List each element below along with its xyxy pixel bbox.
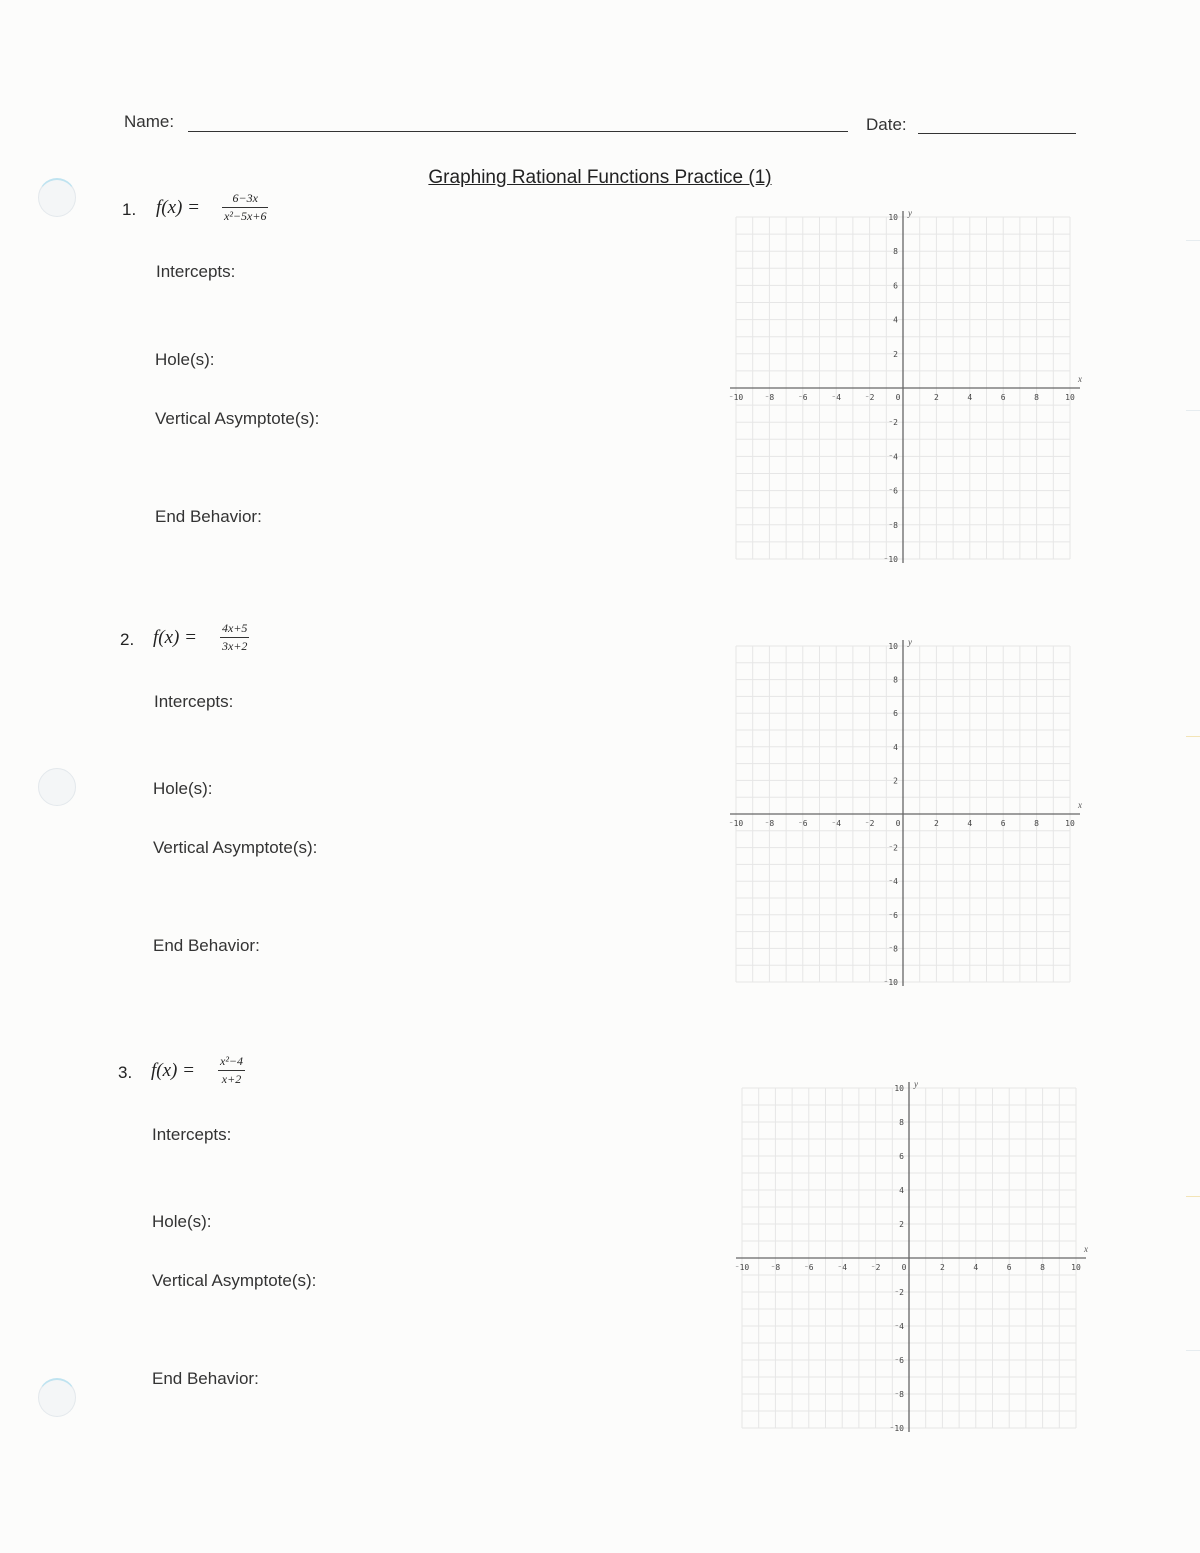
x-tick-label: ⁻2	[864, 393, 875, 402]
vertical-asymptotes-label: Vertical Asymptote(s):	[153, 838, 318, 857]
denominator: x+2	[221, 1072, 242, 1086]
y-tick-label: ⁻4	[888, 452, 898, 462]
function-fraction	[222, 191, 268, 224]
worksheet-title: Graphing Rational Functions Practice (1)	[428, 167, 772, 188]
x-tick-label: 2	[939, 1263, 945, 1272]
y-tick-label: 2	[893, 349, 898, 359]
x-axis-label: x	[1078, 374, 1082, 384]
intercepts-label: Intercepts:	[154, 692, 234, 711]
holes-label: Hole(s):	[152, 1212, 212, 1231]
y-tick-label: ⁻8	[888, 520, 898, 530]
x-tick-label: ⁻4	[831, 393, 842, 402]
vertical-asymptotes-label: Vertical Asymptote(s):	[152, 1271, 317, 1290]
problem-number: 3.	[118, 1063, 133, 1082]
x-axis-label: x	[1084, 1244, 1088, 1254]
x-tick-label: 8	[1034, 819, 1040, 828]
y-tick-label: ⁻2	[894, 1288, 904, 1297]
y-tick-label: 4	[893, 742, 898, 752]
y-tick-label: ⁻2	[888, 843, 898, 853]
scan-edge-mark	[1186, 1196, 1200, 1197]
date-line[interactable]	[918, 133, 1076, 134]
y-axis-label: y	[908, 208, 912, 218]
scan-edge-mark	[1186, 736, 1200, 737]
x-tick-label: ⁻2	[870, 1263, 881, 1272]
problem-number: 1.	[122, 200, 137, 219]
y-tick-label: ⁻8	[894, 1390, 904, 1399]
holes-label: Hole(s):	[153, 779, 213, 798]
vertical-asymptotes-label: Vertical Asymptote(s):	[155, 409, 320, 428]
holes-label: Hole(s):	[155, 350, 215, 369]
x-tick-label: 8	[1040, 1263, 1046, 1272]
y-tick-label: 4	[893, 315, 898, 325]
function-name: f(x) =	[151, 1060, 195, 1081]
scan-edge-mark	[1186, 410, 1200, 411]
scan-edge-mark	[1186, 240, 1200, 241]
problem-number: 2.	[120, 630, 135, 649]
x-tick-label: ⁻8	[764, 819, 775, 828]
function-name: f(x) =	[156, 197, 200, 218]
x-tick-label: ⁻6	[803, 1263, 814, 1272]
numerator: x²−4	[220, 1054, 244, 1068]
y-tick-label: ⁻10	[889, 1424, 904, 1433]
y-tick-label: 10	[888, 213, 898, 222]
y-tick-label: ⁻4	[888, 877, 898, 887]
x-tick-label: ⁻10	[734, 1263, 750, 1272]
y-tick-label: 2	[893, 776, 898, 786]
y-tick-label: 10	[888, 642, 898, 651]
x-tick-label: 4	[973, 1263, 979, 1272]
denominator: 3x+2	[222, 639, 248, 653]
x-axis-label: x	[1078, 800, 1082, 810]
x-tick-label: 4	[967, 393, 973, 402]
intercepts-label: Intercepts:	[152, 1125, 232, 1144]
x-tick-label: 0	[901, 1263, 907, 1272]
y-tick-label: 4	[899, 1186, 904, 1195]
x-tick-label: 6	[1000, 819, 1006, 828]
y-tick-label: ⁻10	[883, 555, 898, 564]
x-tick-label: 0	[895, 819, 901, 828]
x-tick-label: 4	[967, 819, 973, 828]
scan-edge-mark	[1186, 1350, 1200, 1351]
date-label: Date:	[866, 115, 907, 134]
numerator: 4x+5	[222, 621, 248, 635]
x-tick-label: 10	[1071, 1263, 1081, 1272]
x-tick-label: ⁻2	[864, 819, 875, 828]
end-behavior-label: End Behavior:	[152, 1369, 259, 1388]
x-tick-label: ⁻10	[728, 393, 744, 402]
denominator: x²−5x+6	[224, 209, 267, 223]
y-tick-label: 6	[893, 281, 898, 291]
x-tick-label: 2	[933, 393, 939, 402]
y-tick-label: ⁻10	[883, 978, 898, 987]
intercepts-label: Intercepts:	[156, 262, 236, 281]
x-tick-label: ⁻4	[831, 819, 842, 828]
y-axis-label: y	[908, 637, 912, 647]
function-fraction	[218, 1054, 245, 1087]
y-tick-label: ⁻6	[888, 486, 898, 496]
y-tick-label: 8	[893, 247, 898, 257]
coordinate-grid-3[interactable]	[732, 1076, 1092, 1438]
x-tick-label: 2	[933, 819, 939, 828]
x-tick-label: ⁻6	[797, 819, 808, 828]
end-behavior-label: End Behavior:	[155, 507, 262, 526]
y-tick-label: ⁻2	[888, 418, 898, 428]
y-tick-label: ⁻6	[888, 910, 898, 920]
y-tick-label: 6	[899, 1152, 904, 1161]
x-tick-label: ⁻6	[797, 393, 808, 402]
x-tick-label: ⁻10	[728, 819, 744, 828]
x-tick-label: 6	[1000, 393, 1006, 402]
y-tick-label: 8	[893, 675, 898, 685]
binder-hole-bottom	[38, 1378, 76, 1417]
x-tick-label: 6	[1006, 1263, 1012, 1272]
x-tick-label: ⁻4	[837, 1263, 848, 1272]
x-tick-label: 10	[1065, 393, 1075, 402]
x-tick-label: 0	[895, 393, 901, 402]
x-tick-label: ⁻8	[764, 393, 775, 402]
name-label: Name:	[124, 112, 175, 131]
y-tick-label: ⁻6	[894, 1356, 904, 1365]
y-tick-label: 10	[894, 1084, 904, 1093]
end-behavior-label: End Behavior:	[153, 936, 260, 955]
numerator: 6−3x	[232, 191, 258, 205]
function-name: f(x) =	[153, 627, 197, 648]
x-tick-label: ⁻8	[770, 1263, 781, 1272]
y-tick-label: 8	[899, 1118, 904, 1127]
y-tick-label: ⁻4	[894, 1322, 904, 1331]
y-tick-label: 2	[899, 1220, 904, 1229]
binder-hole-middle	[38, 768, 76, 806]
coordinate-grid-2[interactable]	[726, 634, 1086, 992]
function-fraction	[220, 621, 249, 654]
x-tick-label: 10	[1065, 819, 1075, 828]
y-tick-label: 6	[893, 709, 898, 719]
y-tick-label: ⁻8	[888, 944, 898, 954]
coordinate-grid-1[interactable]	[726, 205, 1086, 569]
name-line[interactable]	[188, 131, 848, 132]
y-axis-label: y	[914, 1079, 918, 1089]
x-tick-label: 8	[1034, 393, 1040, 402]
